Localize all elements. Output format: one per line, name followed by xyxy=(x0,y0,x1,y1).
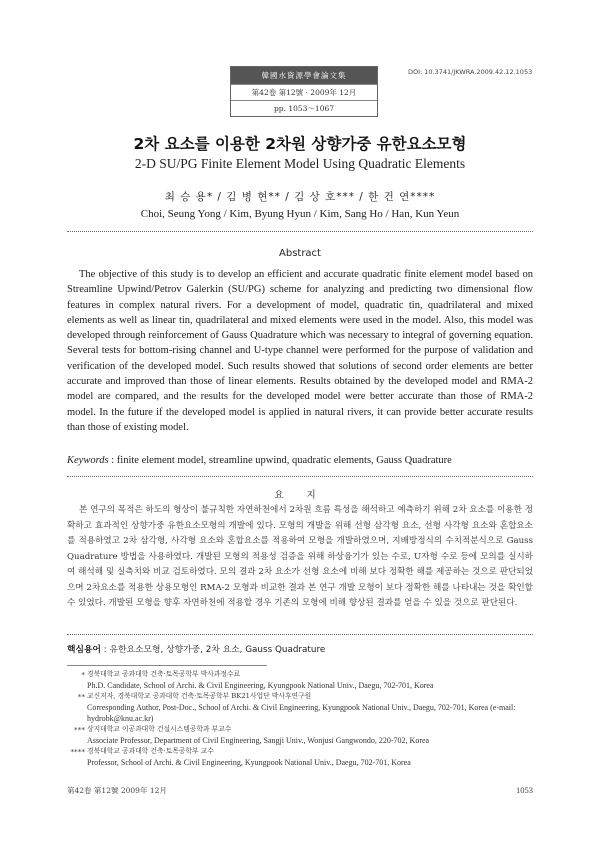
footnote-en: Professor, School of Archi. & Civil Engineering, Kyungpook National Univ., Daegu, 702-701, Korea xyxy=(87,758,411,767)
page-number: 1053 xyxy=(516,785,533,795)
footnote-en: Corresponding Author, Post-Doc., School of Archi. & Civil Engineering, Kyungpook National Univ., Daegu, 702-701, Korea (e-mail: hydrobk@knu.ac.kr) xyxy=(87,703,516,723)
authors-korean: 최 승 용* / 김 병 현** / 김 상 호*** / 한 건 연**** xyxy=(164,191,436,203)
korean-keywords-label: 핵심용어 xyxy=(67,645,101,655)
footnote-en: Associate Professor, Department of Civil Engineering, Sangji Univ., Wonjusi Gangwondo, 220-702, Korea xyxy=(87,736,430,745)
journal-pages: pp. 1053～1067 xyxy=(231,100,377,116)
title-english: 2-D SU/PG Finite Element Model Using Quadratic Elements xyxy=(134,156,466,171)
journal-info-box xyxy=(230,66,378,117)
footnote-mark: * xyxy=(81,670,85,679)
divider-top xyxy=(67,231,533,232)
journal-name: 韓國水資源學會論文集 xyxy=(231,67,377,84)
footnote-ko: 교신저자, 경북대학교 공과대학 건축·토목공학부 BK21사업단 박사후연구원 xyxy=(87,692,312,700)
footnote-ko: 경북대학교 공과대학 건축·토목공학부 교수 xyxy=(87,747,214,755)
korean-keywords-text: : 유한요소모형, 상향가중, 2차 요소, Gauss Quadrature xyxy=(103,645,326,655)
korean-abstract-body xyxy=(67,503,533,612)
korean-abstract-heading: 요 지 xyxy=(274,490,326,501)
divider-bottom xyxy=(67,634,533,635)
footnote xyxy=(67,746,537,768)
footnotes xyxy=(67,669,537,768)
korean-keywords xyxy=(67,642,533,655)
footnote xyxy=(67,669,537,691)
footnote xyxy=(67,691,537,724)
footnote-ko: 상지대학교 이공과대학 건설시스템공학과 부교수 xyxy=(87,725,232,733)
authors-english: Choi, Seung Yong / Kim, Byung Hyun / Kim, Sang Ho / Han, Kun Yeun xyxy=(140,208,460,220)
footer-journal-issue: 第42卷 第12號 2009年 12月 xyxy=(67,786,167,795)
keywords-label: Keywords xyxy=(67,455,109,466)
keywords xyxy=(67,455,533,466)
title-korean: 2차 요소를 이용한 2차원 상향가중 유한요소모형 xyxy=(133,135,467,153)
footnote-en: Ph.D. Candidate, School of Archi. & Civil Engineering, Kyungpook National Univ., Daegu, 702-701, Korea xyxy=(87,681,434,690)
footnote-ko: 경북대학교 공과대학 건축·토목공학부 박사과정수료 xyxy=(87,670,241,678)
doi: DOI: 10.3741/JKWRA.2009.42.12.1053 xyxy=(408,68,533,76)
abstract-body xyxy=(67,267,533,435)
journal-volume: 第42卷 第12號 · 2009年 12月 xyxy=(231,84,377,100)
footnote-rule xyxy=(67,665,267,666)
footnote-mark: **** xyxy=(70,747,85,756)
keywords-text: : finite element model, streamline upwind, quadratic elements, Gauss Quadrature xyxy=(111,455,452,466)
footnote xyxy=(67,724,537,746)
footnote-mark: ** xyxy=(77,692,85,701)
abstract-text: The objective of this study is to develop an efficient and accurate quadratic finite element model based on Streamline Upwind/Petrov Galerkin (SU/PG) scheme for analyzing and predicting two dimensional flow features in complex natural rivers. For a development of model, quadratic tin, quadrilateral and mixed elements as well as linear tin, quadrilateral and mixed elements were used in the model. Also, this model was developed through reinforcement of Gauss Quadrature which was necessary to integral of governing equation. Several tests for bottom-rising channel and U-type channel were performed for the purpose of validation and verification of the developed model. Such results showed that solutions of second order elements are better accurate and improved than those of linear elements. Results obtained by the developed model and RMA-2 model are compared, and the results for the developed model were better accurate than those of RMA-2 model. In the future if the developed model is applied in natural rivers, it can provide better accurate results than those of existing model. xyxy=(67,269,533,433)
divider-middle xyxy=(67,476,533,477)
footnote-mark: *** xyxy=(74,725,85,734)
abstract-heading: Abstract xyxy=(279,248,321,259)
korean-abstract-text: 본 연구의 목적은 하도의 형상이 불규칙한 자연하천에서 2차원 흐름 특성을 해석하고 예측하기 위해 2차 요소를 이용한 정확하고 효과적인 상향가중 유한요소모형의 개발에 있다. 모형의 개발을 위해 선형 삼각형 요소, 선형 사각형 요소와 혼합요소를 적용하였고 2차 삼각형, 사각형 요소와 혼합요소를 적용하여 모형을 개발하였으며, 지배방정식의 수치적분식으로 Gauss Quadrature 방법을 사용하였다. 개발된 모형의 적용성 검증을 위해 하상융기가 있는 수로, U자형 수로 등에 모의를 실시하여 해석해 및 실측치와 비교 검토하였다. 모의 결과 2차 요소가 선형 요소에 비해 보다 정확한 해를 제공하는 것으로 판단되었으며 2차요소를 적용한 상용모형인 RMA-2 모형과 비교한 결과 본 연구 개발 모형이 보다 정확한 해를 나타내는 것을 확인할 수 있었다. 개발된 모형을 향후 자연하천에 적용할 경우 기존의 모형에 비해 향상된 결과를 얻을 수 있을 것으로 판단된다. xyxy=(67,505,533,608)
